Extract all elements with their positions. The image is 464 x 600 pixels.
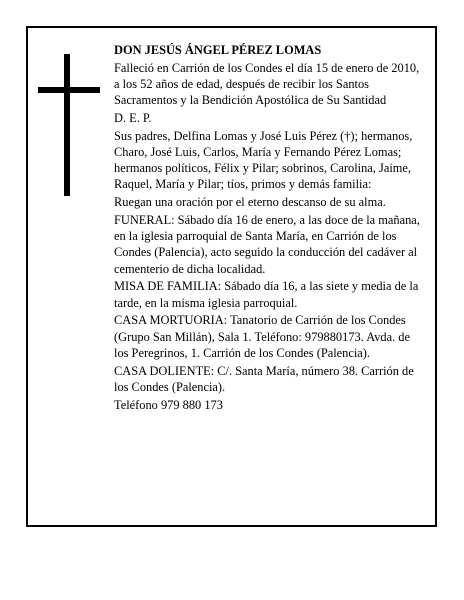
cross-icon <box>38 54 100 196</box>
mourning-house-details: CASA DOLIENTE: C/. Santa María, número 38. Carrión de los Condes (Palencia). <box>114 363 414 394</box>
deceased-name: DON JESÚS ÁNGEL PÉREZ LOMAS <box>114 43 322 57</box>
family-mass-details: MISA DE FAMILIA: Sábado día 16, a las siete y media de la tarde, en la misma iglesia parroquial. <box>114 279 419 310</box>
contact-phone: Teléfono 979 880 173 <box>114 397 223 412</box>
funeral-home-details: CASA MORTUORIA: Tanatorio de Carrión de los Condes (Grupo San Millán), Sala 1. Teléfono: 979880173. Avda. de los Peregrinos, 1. Carrión de los Condes (Palencia). <box>114 313 410 360</box>
cross-horizontal-bar <box>38 87 100 93</box>
obituary-notice <box>26 26 437 527</box>
notice-text <box>114 42 424 414</box>
cross-vertical-bar <box>64 54 70 196</box>
rest-in-peace: D. E. P. <box>114 111 152 125</box>
funeral-details: FUNERAL: Sábado día 16 de enero, a las doce de la mañana, en la iglesia parroquial de Santa María, en Carrión de los Condes (Palencia), acto seguido la conducción del cadáver al cementerio de dicha localidad. <box>114 213 420 276</box>
prayer-request: Ruegan una oración por el eterno descanso de su alma. <box>114 195 386 210</box>
death-announcement: Falleció en Carrión de los Condes el día 15 de enero de 2010, a los 52 años de edad, después de recibir los Santos Sacramentos y la Bendición Apostólica de Su Santidad <box>114 60 420 108</box>
family-list: Sus padres, Delfina Lomas y José Luis Pérez (†); hermanos, Charo, José Luis, Carlos, María y Fernando Pérez Lomas; hermanos políticos, Félix y Pilar; sobrinos, Carolina, Jaime, Raquel, María y Pilar; tíos, primos y demás familia: <box>114 128 413 192</box>
